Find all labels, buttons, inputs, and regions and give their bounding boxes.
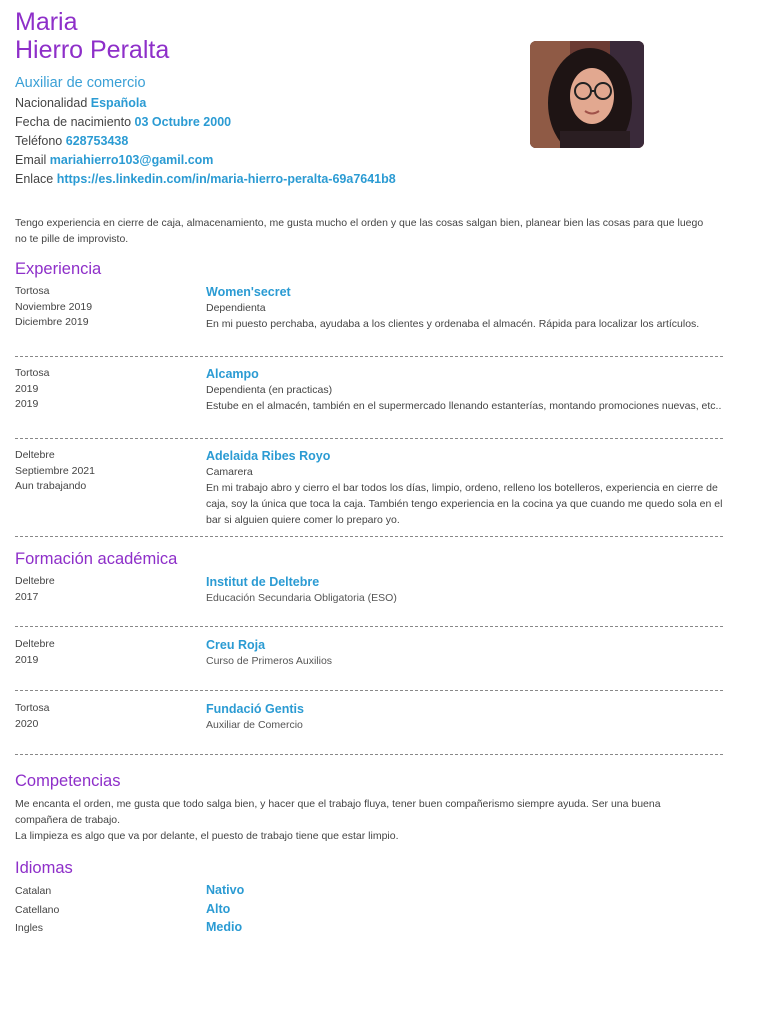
experience-meta: Deltebre Septiembre 2021 Aun trabajando: [15, 449, 95, 492]
degree-name: Auxiliar de Comercio: [206, 719, 303, 731]
info-nationality: Nacionalidad Española: [15, 96, 147, 110]
email-link[interactable]: mariahierro103@gamil.com: [49, 153, 214, 167]
last-name: Hierro Peralta: [15, 36, 170, 64]
experience-heading: Experiencia: [15, 260, 102, 278]
language-row: [15, 920, 723, 939]
info-email: Email mariahierro103@gamil.com: [15, 153, 214, 167]
school-name: Fundació Gentis: [206, 702, 304, 716]
skills-heading: Competencias: [15, 772, 121, 790]
school-name: Creu Roja: [206, 638, 266, 652]
education-entry: [15, 701, 723, 755]
job-role: Dependienta (en practicas): [206, 384, 333, 396]
school-name: Institut de Deltebre: [206, 575, 320, 589]
degree-name: Curso de Primeros Auxilios: [206, 655, 333, 667]
experience-entry: [15, 284, 723, 357]
language-level: Nativo: [206, 883, 245, 897]
education-meta: Deltebre 2017: [15, 575, 55, 603]
education-heading: Formación académica: [15, 550, 178, 568]
language-name: Catellano: [15, 903, 60, 916]
company-name: Adelaida Ribes Royo: [206, 449, 331, 463]
first-name: Maria: [15, 8, 78, 36]
profile-photo: [530, 41, 644, 148]
info-phone: Teléfono 628753438: [15, 134, 129, 148]
experience-details: [206, 366, 723, 414]
education-details: [206, 574, 723, 606]
profile-summary: Tengo experiencia en cierre de caja, almacenamiento, me gusta mucho el orden y que las cosas salgan bien, planear bien las cosas para que luego no te pille de improvisto.: [15, 217, 704, 245]
education-entry: [15, 637, 723, 691]
job-title: Auxiliar de comercio: [15, 75, 146, 91]
job-description: En mi puesto perchaba, ayudaba a los clientes y ordenaba el almacén. Rápida para localizar los artículos.: [206, 318, 700, 330]
languages-heading: Idiomas: [15, 859, 73, 877]
resume-page: [15, 8, 723, 939]
education-details: [206, 701, 723, 733]
job-description: En mi trabajo abro y cierro el bar todos los días, limpio, ordeno, relleno los botelleros, experiencia en cierre de caja, soy la única que toca la caja. También tengo experiencia en la cocina ya que cuando me quedo sola en el bar si alguien quiere comer lo preparo yo.: [206, 482, 723, 526]
education-entry: [15, 574, 723, 627]
languages-list: [15, 883, 723, 939]
linkedin-link[interactable]: https://es.linkedin.com/in/maria-hierro-peralta-69a7641b8: [56, 172, 396, 186]
education-details: [206, 637, 723, 669]
job-role: Camarera: [206, 466, 253, 478]
language-level: Medio: [206, 920, 243, 934]
language-row: [15, 902, 723, 921]
language-level: Alto: [206, 901, 231, 916]
language-name: Catalan: [15, 885, 52, 897]
company-name: Alcampo: [206, 367, 259, 381]
experience-meta: Tortosa 2019 2019: [15, 367, 50, 410]
education-meta: Deltebre 2019: [15, 638, 55, 666]
experience-details: [206, 448, 723, 528]
language-name: Ingles: [15, 922, 44, 934]
experience-entry: [15, 366, 723, 439]
info-link: Enlace https://es.linkedin.com/in/maria-hierro-peralta-69a7641b8: [15, 172, 396, 186]
experience-entry: [15, 448, 723, 537]
company-name: Women'secret: [206, 285, 291, 299]
info-birthdate: Fecha de nacimiento 03 Octubre 2000: [15, 115, 232, 129]
education-meta: Tortosa 2020: [15, 702, 50, 730]
job-role: Dependienta: [206, 302, 266, 314]
skills-text: Me encanta el orden, me gusta que todo salga bien, y hacer que el trabajo fluya, tener buen compañerismo siempre ayuda. Ser una buena compañera de trabajo. La limpieza es algo que va por delante, el puesto de trabajo tiene que estar limpio.: [15, 798, 661, 842]
profile-photo-image: [530, 41, 644, 148]
language-row: [15, 883, 723, 902]
experience-meta: Tortosa Noviembre 2019 Diciembre 2019: [15, 285, 93, 328]
experience-details: [206, 284, 723, 332]
job-description: Estube en el almacén, también en el supermercado llenando estanterías, montando promociones nuevas, etc..: [206, 400, 722, 412]
degree-name: Educación Secundaria Obligatoria (ESO): [206, 592, 397, 604]
